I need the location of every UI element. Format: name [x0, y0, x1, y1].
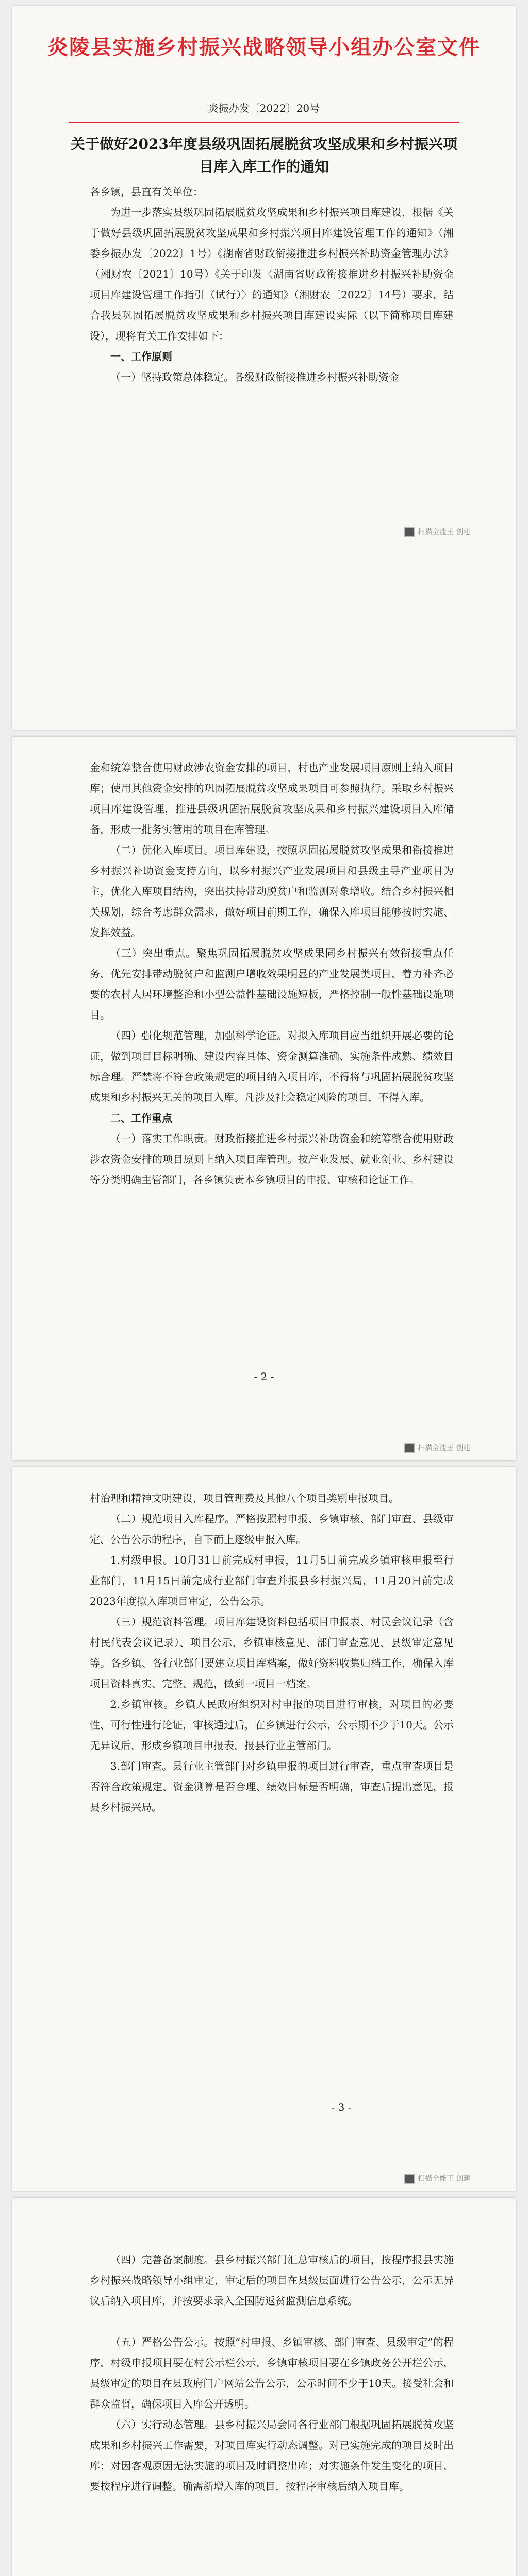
- document-page-4: [12, 2198, 516, 2576]
- page-3-body: [90, 1488, 454, 1818]
- salutation: 各乡镇，县直有关单位：: [90, 185, 203, 198]
- page-number: - 2 -: [254, 1370, 274, 1383]
- page-number: - 3 -: [331, 2101, 352, 2113]
- document-page-2: [12, 737, 516, 1460]
- page-1-body: [90, 181, 454, 387]
- paragraph: （二）规范项目入库程序。严格按照村申报、乡镇审核、部门审查、县级审定、公告公示的程序，自下而上逐级申报入库。: [90, 1513, 454, 1546]
- page-2-body: [90, 757, 454, 1190]
- notice-title: 关于做好2023年度县级巩固拓展脱贫攻坚成果和乡村振兴项目库入库工作的通知: [71, 135, 457, 175]
- page-4-body: [90, 2249, 454, 2497]
- paragraph: （一）坚持政策总体稳定。各级财政衔接推进乡村振兴补助资金: [110, 371, 399, 383]
- paragraph: 2.乡镇审核。乡镇人民政府组织对村申报的项目进行审核，对项目的必要性、可行性进行论证，审核通过后，在乡镇进行公示，公示期不少于10天。公示无异议后，形成乡镇项目申报表，报县行业主管部门。: [90, 1698, 454, 1752]
- section-heading: 二、工作重点: [110, 1112, 172, 1124]
- paragraph: 1.村级申报。10月31日前完成村申报，11月5日前完成乡镇审核申报至行业部门，11月15日前完成行业部门审查并报县乡村振兴局，11月20日前完成2023年度拟入库项目审定，公告公示。: [90, 1554, 454, 1607]
- org-title: 炎陵县实施乡村振兴战略领导小组办公室文件: [47, 35, 481, 59]
- document-page-3: [12, 1467, 516, 2191]
- paragraph: 3.部门审查。县行业主管部门对乡镇申报的项目进行审查，重点审查项目是否符合政策规定、资金测算是否合理、绩效目标是否明确，审查后提出意见，报县乡村振兴局。: [90, 1760, 454, 1814]
- scanner-logo-icon: [404, 1443, 415, 1453]
- scanner-watermark: 扫描全能王 创建: [404, 2173, 470, 2184]
- paragraph: 金和统筹整合使用财政涉农资金安排的项目，村也产业发展项目原则上纳入项目库；使用其他资金安排的巩固拓展脱贫攻坚成果项目可参照执行。采取乡村振兴项目库建设管理，推进县级巩固拓展脱贫攻坚成果和乡村振兴建设项目入库储备，形成一批务实管用的项目在库管理。: [90, 761, 454, 836]
- intro-paragraph: 为进一步落实县级巩固拓展脱贫攻坚成果和乡村振兴项目库建设，根据《关于做好县级巩固拓展脱贫攻坚成果和乡村振兴项目库建设管理工作的通知》（湘委乡振办发〔2022〕1号）《湖南省财政衔接推进乡村振兴补助资金管理办法》（湘财农〔2021〕10号）《关于印发〈湖南省财政衔接推进乡村振兴补助资金项目库建设管理工作指引（试行）〉的通知》（湘财农〔2022〕14号）要求，结合我县巩固拓展脱贫攻坚成果和乡村振兴项目库建设实际（以下简称项目库建设），现将有关工作安排如下：: [90, 206, 454, 342]
- scanner-logo-icon: [404, 2174, 415, 2184]
- paragraph: （二）优化入库项目。项目库建设，按照巩固拓展脱贫攻坚成果和衔接推进乡村振兴补助资金支持方向，以乡村振兴产业发展项目和县级主导产业项目为主，优化入库项目结构，突出扶持带动脱贫户和监测对象增收。结合乡村振兴相关规划，综合考虑群众需求，做好项目前期工作，确保入库项目能够按时实施、发挥效益。: [90, 844, 454, 939]
- paragraph: （一）落实工作职责。财政衔接推进乡村振兴补助资金和统筹整合使用财政涉农资金安排的项目原则上纳入项目库管理。按产业发展、就业创业、乡村建设等分类明确主管部门，各乡镇负责本乡镇项目的申报、审核和论证工作。: [90, 1132, 454, 1186]
- paragraph: （六）实行动态管理。县乡村振兴局会同各行业部门根据巩固拓展脱贫攻坚成果和乡村振兴工作需要，对项目库实行动态调整。对已实施完成的项目及时出库；对因客观原因无法实施的项目及时调整出库；对实施条件发生变化的项目，要按程序进行调整。确需新增入库的项目，按程序审核后纳入项目库。: [90, 2418, 454, 2493]
- scanner-logo-icon: [404, 527, 415, 537]
- paragraph: （四）完善备案制度。县乡村振兴部门汇总审核后的项目，按程序报县实施乡村振兴战略领导小组审定，审定后的项目在县级层面进行公告公示，公示无异议后纳入项目库，并按要求录入全国防返贫监测信息系统。: [90, 2253, 454, 2307]
- doc-number: 炎振办发〔2022〕20号: [208, 102, 320, 114]
- paragraph: （三）规范资料管理。项目库建设资料包括项目申报表、村民会议记录（含村民代表会议记录）、项目公示、乡镇审核意见、部门审查意见、县级审定意见等。各乡镇、各行业部门要建立项目库档案，做好资料收集归档工作，确保入库项目资料真实、完整、规范，做到一项目一档案。: [90, 1616, 454, 1690]
- section-heading: 一、工作原则: [110, 350, 172, 363]
- scanner-watermark: 扫描全能王 创建: [404, 527, 470, 537]
- scanner-watermark: 扫描全能王 创建: [404, 1443, 470, 1453]
- red-divider: [69, 122, 459, 123]
- paragraph: （三）突出重点。聚焦巩固拓展脱贫攻坚成果同乡村振兴有效衔接重点任务，优先安排带动脱贫户和监测户增收效果明显的产业发展类项目，着力补齐必要的农村人居环境整治和小型公益性基础设施短板，严格控制一般性基础设施项目。: [90, 947, 454, 1021]
- paragraph: （四）强化规范管理，加强科学论证。对拟入库项目应当组织开展必要的论证，做到项目目标明确、建设内容具体、资金测算准确、实施条件成熟、绩效目标合理。严禁将不符合政策规定的项目纳入项目库，不得将与巩固拓展脱贫攻坚成果和乡村振兴无关的项目入库。凡涉及社会稳定风险的项目，不得入库。: [90, 1029, 454, 1104]
- paragraph: （五）严格公告公示。按照“村申报、乡镇审核、部门审查、县级审定”的程序，村级申报项目要在村公示栏公示，乡镇审核项目要在乡镇政务公开栏公示，县级审定的项目在县政府门户网站公告公示，公示时间不少于10天。接受社会和群众监督，确保项目入库公开透明。: [90, 2336, 454, 2410]
- paragraph: 村治理和精神文明建设，项目管理费及其他八个项目类别申报项目。: [90, 1492, 399, 1504]
- document-page-1: [12, 6, 516, 730]
